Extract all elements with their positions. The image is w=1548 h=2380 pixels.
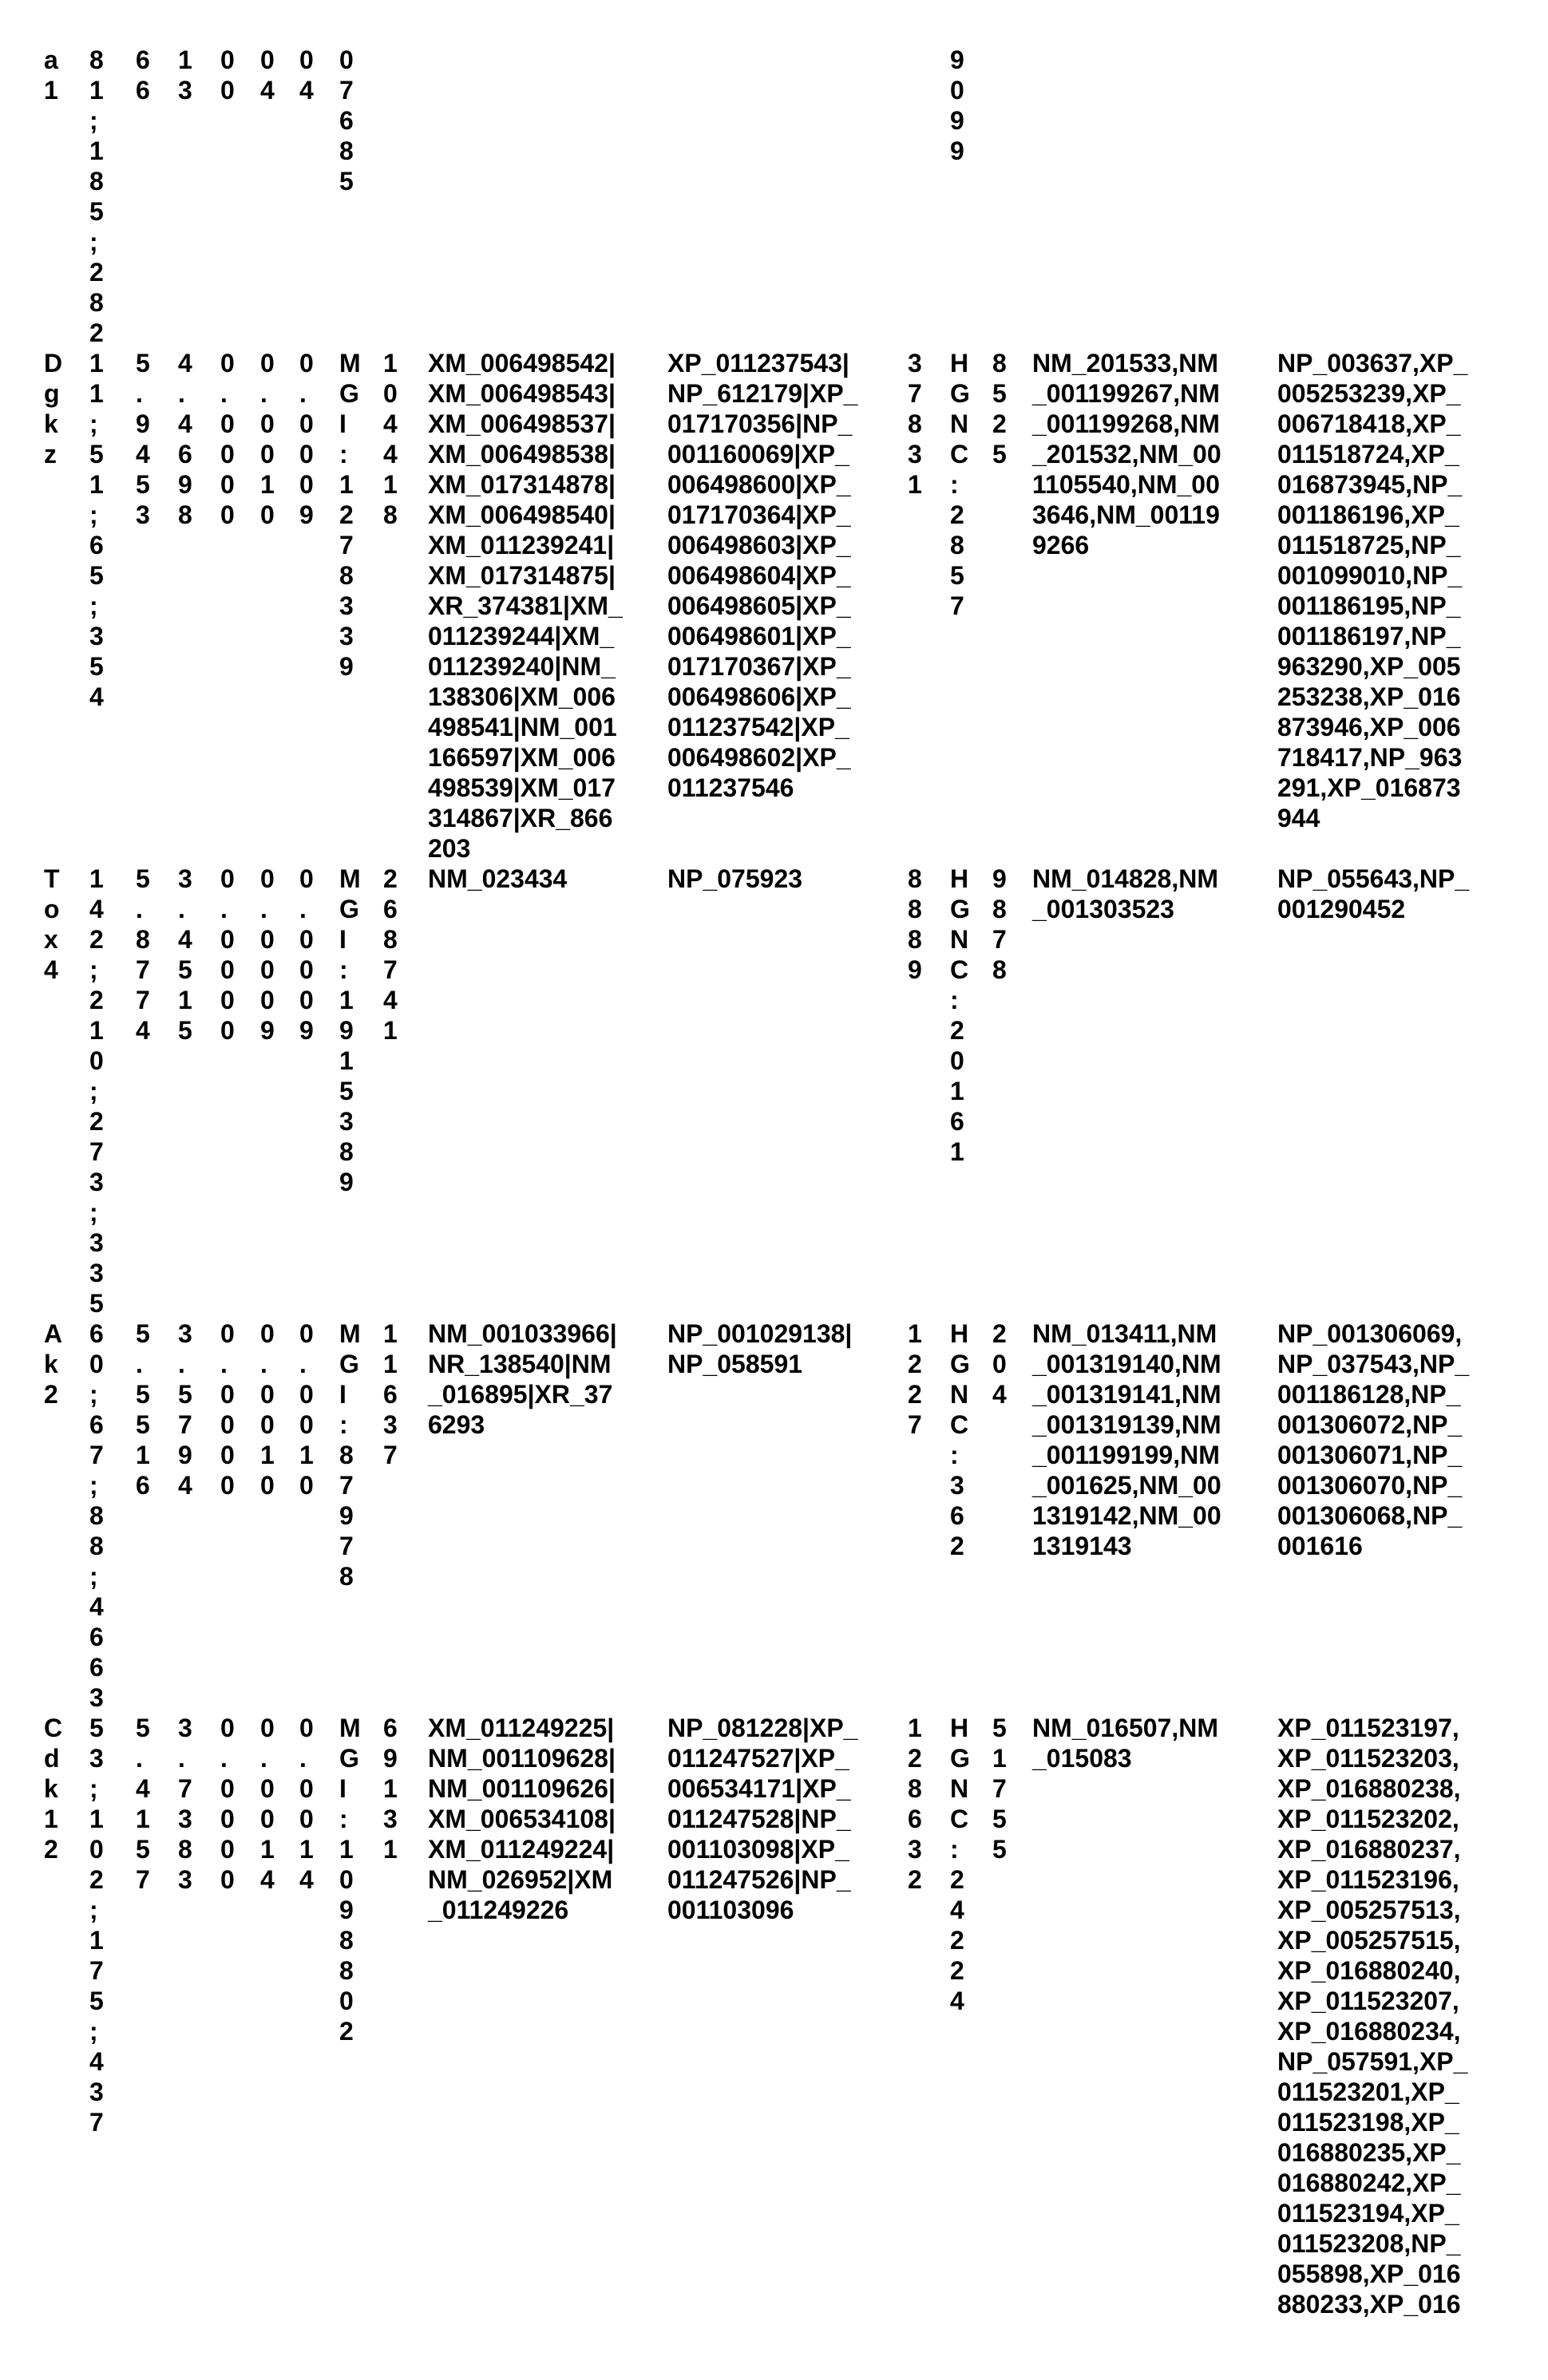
cell-text: HGNC:24224 bbox=[950, 1714, 970, 2015]
cell-mouse-refseq-mrna bbox=[428, 864, 667, 894]
cell-text: MGI:87978 bbox=[339, 1319, 361, 1591]
cell-p-value-3 bbox=[299, 45, 339, 105]
table-row bbox=[44, 45, 1548, 348]
cell-positions bbox=[89, 1318, 136, 1713]
cell-text: 51755 bbox=[992, 1714, 1007, 1864]
cell-human-refseq-protein bbox=[1277, 864, 1548, 924]
cell-text: 4.4698 bbox=[178, 349, 192, 529]
cell-text: 104418 bbox=[383, 349, 398, 529]
cell-human-refseq-protein bbox=[1277, 1713, 1548, 2319]
cell-text: 5.5516 bbox=[136, 1319, 150, 1500]
cell-hgnc-id bbox=[950, 45, 992, 166]
cell-value-a bbox=[136, 1713, 178, 1895]
cell-text: 0.0009 bbox=[299, 349, 314, 529]
cell-text: 0.0010 bbox=[299, 1319, 314, 1500]
cell-symbol bbox=[44, 1318, 89, 1409]
cell-p-value-3 bbox=[299, 1318, 339, 1500]
cell-hgnc-id bbox=[950, 348, 992, 621]
cell-mgi-id bbox=[339, 1713, 383, 2046]
cell-entrez-id-human bbox=[992, 1318, 1032, 1409]
cell-human-refseq-mrna bbox=[1032, 1713, 1277, 1773]
cell-text: NM_001033966|NR_138540|NM_016895|XR_376293 bbox=[428, 1319, 617, 1439]
cell-text: XM_006498542|XM_006498543|XM_006498537|XM_006498538|XM_017314878|XM_006498540|XM_011239241|XM_017314875|XR_374381|XM_011239244|XM_011239240|NM_138306|XM_006498541|NM_001166597|XM_006498539|XM_017314867|XR_866203 bbox=[428, 349, 623, 863]
cell-text: 60;67;88;4663 bbox=[89, 1319, 104, 1712]
cell-p-value-3 bbox=[299, 348, 339, 530]
cell-value-a bbox=[136, 1318, 178, 1500]
cell-text: 81;185;282 bbox=[89, 45, 104, 347]
cell-text: 0.0009 bbox=[299, 864, 314, 1045]
cell-text: Cdk12 bbox=[44, 1714, 63, 1864]
cell-mouse-refseq-mrna bbox=[428, 348, 667, 864]
cell-mouse-refseq-protein bbox=[667, 1318, 908, 1379]
cell-mgi-id bbox=[339, 1318, 383, 1591]
cell-text: 0.0000 bbox=[220, 349, 235, 529]
cell-mouse-refseq-mrna bbox=[428, 1713, 667, 1925]
cell-text: NM_013411,NM_001319140,NM_001319141,NM_001319139,NM_001199199,NM_001625,NM_001319142,NM_001319143 bbox=[1032, 1319, 1221, 1560]
cell-text: 5.4157 bbox=[136, 1714, 150, 1894]
cell-p-value-1 bbox=[220, 45, 260, 105]
cell-text: 142;210;273;335 bbox=[89, 864, 104, 1318]
cell-text: NP_001306069,NP_037543,NP_001186128,NP_001306072,NP_001306071,NP_001306070,NP_001306068,NP_001616 bbox=[1277, 1319, 1470, 1560]
cell-text: 3.4515 bbox=[178, 864, 192, 1045]
cell-p-value-1 bbox=[220, 1713, 260, 1895]
cell-text: 04 bbox=[260, 45, 275, 105]
cell-text: XM_011249225|NM_001109628|NM_001109626|XM_006534108|XM_011249224|NM_026952|XM_011249226 bbox=[428, 1714, 616, 1924]
cell-text: 0.0000 bbox=[220, 1714, 235, 1894]
cell-positions bbox=[89, 45, 136, 348]
cell-homologene-id bbox=[908, 864, 950, 985]
cell-text: 00 bbox=[220, 45, 235, 105]
cell-human-refseq-mrna bbox=[1032, 864, 1277, 924]
cell-text: 3.7383 bbox=[178, 1714, 192, 1894]
cell-value-b bbox=[178, 348, 220, 530]
cell-entrez-id-mouse bbox=[383, 1713, 428, 1864]
cell-hgnc-id bbox=[950, 1713, 992, 2016]
cell-text: MGI:1278339 bbox=[339, 349, 361, 681]
cell-homologene-id bbox=[908, 1318, 950, 1440]
cell-human-refseq-protein bbox=[1277, 1318, 1548, 1561]
cell-text: 1227 bbox=[908, 1319, 922, 1439]
cell-text: 5.8774 bbox=[136, 864, 150, 1045]
cell-text: 0.0010 bbox=[260, 1319, 275, 1500]
cell-text: HGNC:20161 bbox=[950, 864, 970, 1166]
cell-text: 9099 bbox=[950, 45, 964, 165]
cell-p-value-1 bbox=[220, 1318, 260, 1500]
cell-mouse-refseq-mrna bbox=[428, 1318, 667, 1440]
cell-text: 0.0000 bbox=[220, 1319, 235, 1500]
cell-hgnc-id bbox=[950, 1318, 992, 1561]
cell-entrez-id-human bbox=[992, 864, 1032, 985]
cell-text: a1 bbox=[44, 45, 58, 105]
cell-homologene-id bbox=[908, 348, 950, 500]
cell-p-value-1 bbox=[220, 864, 260, 1046]
cell-text: 0.0014 bbox=[299, 1714, 314, 1894]
cell-text: 9878 bbox=[992, 864, 1007, 984]
cell-human-refseq-protein bbox=[1277, 348, 1548, 833]
cell-hgnc-id bbox=[950, 864, 992, 1167]
cell-value-a bbox=[136, 45, 178, 105]
cell-mgi-id bbox=[339, 864, 383, 1197]
cell-text: NP_055643,NP_001290452 bbox=[1277, 864, 1470, 923]
cell-text: NP_001029138|NP_058591 bbox=[667, 1319, 853, 1378]
cell-value-b bbox=[178, 1318, 220, 1500]
cell-text: MGI:1098802 bbox=[339, 1714, 361, 2046]
cell-text: 268741 bbox=[383, 864, 398, 1045]
cell-entrez-id-mouse bbox=[383, 348, 428, 530]
cell-text: NP_003637,XP_005253239,XP_006718418,XP_011518724,XP_016873945,NP_001186196,XP_011518725,NP_001099010,NP_001186195,NP_001186197,NP_963290,XP_005253238,XP_016873946,XP_006718417,NP_963291,XP_016873944 bbox=[1277, 349, 1468, 832]
cell-p-value-1 bbox=[220, 348, 260, 530]
cell-mouse-refseq-protein bbox=[667, 864, 908, 894]
cell-positions bbox=[89, 864, 136, 1318]
cell-p-value-2 bbox=[260, 348, 299, 530]
cell-text: 11637 bbox=[383, 1319, 398, 1469]
cell-text: 37831 bbox=[908, 349, 922, 499]
cell-text: 53;102;175;437 bbox=[89, 1714, 104, 2137]
cell-entrez-id-mouse bbox=[383, 1318, 428, 1470]
cell-homologene-id bbox=[908, 1713, 950, 1895]
cell-mouse-refseq-protein bbox=[667, 348, 908, 803]
cell-text: NP_081228|XP_011247527|XP_006534171|XP_011247528|NP_001103098|XP_011247526|NP_001103096 bbox=[667, 1714, 858, 1924]
table-row bbox=[44, 348, 1548, 864]
cell-value-b bbox=[178, 45, 220, 105]
cell-text: NM_016507,NM_015083 bbox=[1032, 1714, 1218, 1773]
cell-text: NP_075923 bbox=[667, 864, 803, 893]
cell-text: NM_201533,NM_001199267,NM_001199268,NM_201532,NM_001105540,NM_003646,NM_001199266 bbox=[1032, 349, 1221, 559]
cell-positions bbox=[89, 348, 136, 712]
cell-text: 3.5794 bbox=[178, 1319, 192, 1500]
cell-p-value-2 bbox=[260, 1713, 299, 1895]
cell-value-b bbox=[178, 864, 220, 1046]
cell-text: XP_011523197,XP_011523203,XP_016880238,XP_011523202,XP_016880237,XP_011523196,XP_005257513,XP_005257515,XP_016880240,XP_011523207,XP_016880234,NP_057591,XP_011523201,XP_011523198,XP_016880235,XP_016880242,XP_011523194,XP_011523208,NP_055898,XP_016880233,XP_016 bbox=[1277, 1714, 1468, 2319]
cell-p-value-3 bbox=[299, 864, 339, 1046]
table-row bbox=[44, 864, 1548, 1318]
cell-symbol bbox=[44, 348, 89, 469]
cell-text: 04 bbox=[299, 45, 314, 105]
cell-text: HGNC:2857 bbox=[950, 349, 970, 620]
table-row bbox=[44, 1713, 1548, 2319]
cell-text: 0.0009 bbox=[260, 864, 275, 1045]
cell-text: Tox4 bbox=[44, 864, 60, 984]
cell-text: HGNC:362 bbox=[950, 1319, 970, 1560]
cell-text: 66 bbox=[136, 45, 150, 105]
cell-text: 0.0014 bbox=[260, 1714, 275, 1894]
cell-value-b bbox=[178, 1713, 220, 1895]
cell-entrez-id-human bbox=[992, 1713, 1032, 1864]
cell-p-value-2 bbox=[260, 45, 299, 105]
cell-entrez-id-mouse bbox=[383, 864, 428, 1046]
cell-symbol bbox=[44, 864, 89, 985]
cell-mgi-id bbox=[339, 348, 383, 682]
cell-human-refseq-mrna bbox=[1032, 348, 1277, 560]
cell-human-refseq-mrna bbox=[1032, 1318, 1277, 1561]
cell-p-value-3 bbox=[299, 1713, 339, 1895]
cell-text: Dgkz bbox=[44, 349, 63, 468]
cell-value-a bbox=[136, 348, 178, 530]
table-row bbox=[44, 1318, 1548, 1713]
cell-text: XP_011237543|NP_612179|XP_017170356|NP_001160069|XP_006498600|XP_017170364|XP_006498603|XP_006498604|XP_006498605|XP_006498601|XP_017170367|XP_006498606|XP_011237542|XP_006498602|XP_011237546 bbox=[667, 349, 858, 802]
cell-text: Ak2 bbox=[44, 1319, 63, 1409]
gene-annotation-table bbox=[44, 45, 1548, 2319]
cell-text: 07685 bbox=[339, 45, 354, 196]
cell-text: 204 bbox=[992, 1319, 1007, 1409]
cell-symbol bbox=[44, 45, 89, 105]
cell-text: 8889 bbox=[908, 864, 922, 984]
cell-mgi-id bbox=[339, 45, 383, 196]
cell-p-value-2 bbox=[260, 1318, 299, 1500]
cell-p-value-2 bbox=[260, 864, 299, 1046]
cell-text: 13 bbox=[178, 45, 192, 105]
cell-text: 128632 bbox=[908, 1714, 922, 1894]
cell-entrez-id-human bbox=[992, 348, 1032, 469]
cell-positions bbox=[89, 1713, 136, 2137]
cell-text: MGI:1915389 bbox=[339, 864, 361, 1196]
cell-symbol bbox=[44, 1713, 89, 1864]
cell-text: 5.9453 bbox=[136, 349, 150, 529]
cell-text: 11;51;65;354 bbox=[89, 349, 104, 711]
cell-text: 8525 bbox=[992, 349, 1007, 468]
cell-text: 69131 bbox=[383, 1714, 398, 1864]
cell-mouse-refseq-protein bbox=[667, 1713, 908, 1925]
cell-value-a bbox=[136, 864, 178, 1046]
cell-text: 0.0000 bbox=[220, 864, 235, 1045]
cell-text: NM_023434 bbox=[428, 864, 568, 893]
cell-text: 0.0010 bbox=[260, 349, 275, 529]
cell-text: NM_014828,NM_001303523 bbox=[1032, 864, 1218, 923]
